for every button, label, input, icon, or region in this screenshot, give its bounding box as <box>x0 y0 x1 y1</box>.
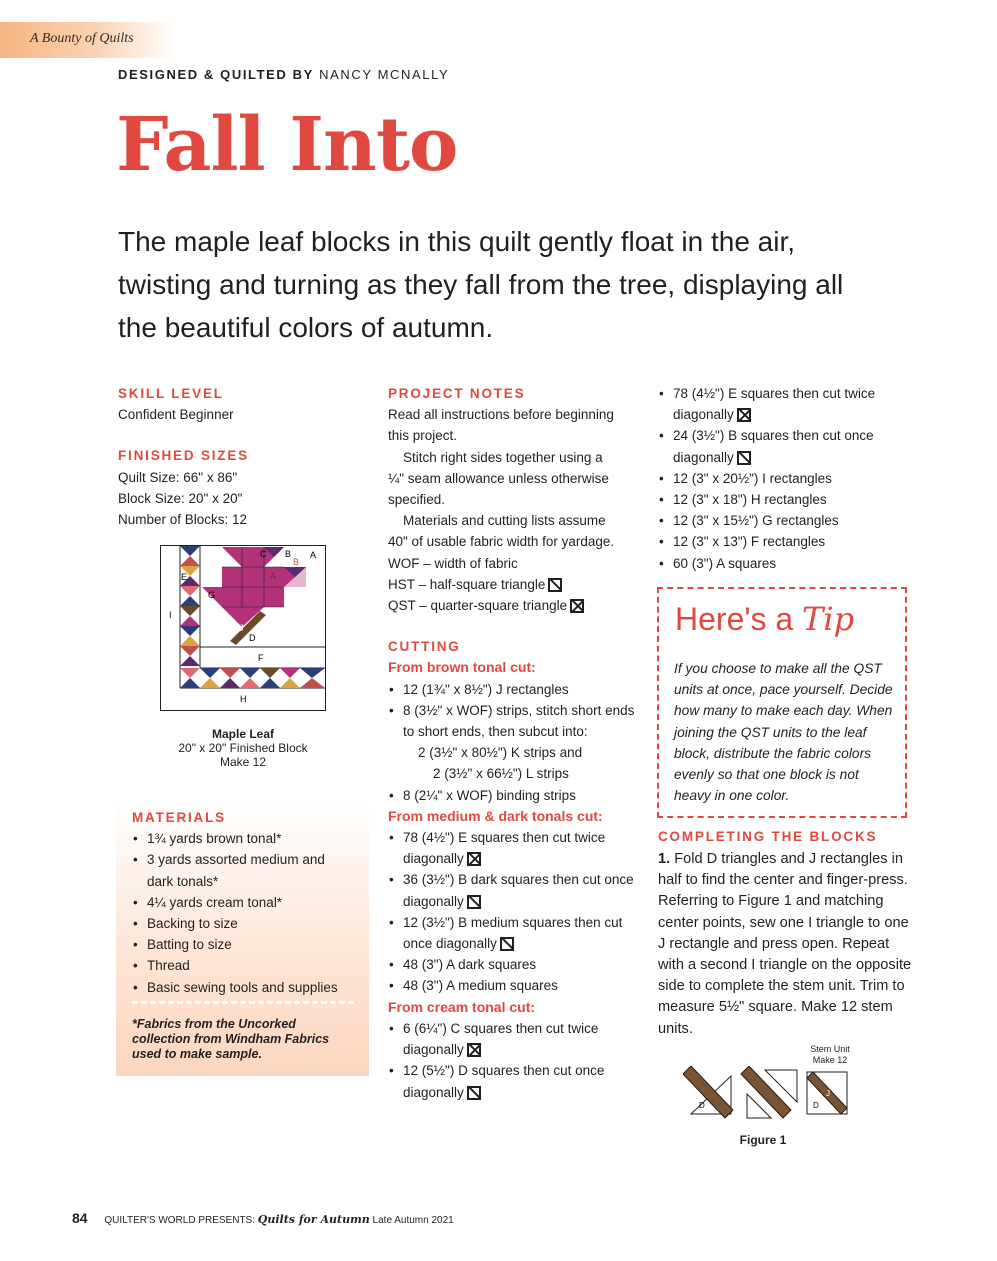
list-item: • 36 (3½") B dark squares then cut once <box>388 869 648 890</box>
step-text: Fold D triangles and J rectangles in half to find the center and finger-press. Referring to Figure 1 and matching center points, sew one I triangle to one J rectangle and press open. Repeat with a second I triangle on the opposite side to complete the stem unit. Trim to measure 5½" square. Make 12 stem units. <box>658 851 912 1037</box>
quilt-size: Quilt Size: 66" x 86" <box>118 469 238 485</box>
label-j: J <box>239 623 244 633</box>
step-1 <box>658 849 918 1040</box>
hst-icon <box>500 937 514 951</box>
list-item: • 48 (3") A medium squares <box>388 975 648 996</box>
hst-icon <box>548 578 562 592</box>
hst-icon <box>737 451 751 465</box>
block-caption-make: Make 12 <box>219 755 267 769</box>
label-i: I <box>169 610 172 620</box>
notes-line: this project. <box>388 428 458 444</box>
list-item-cont: once diagonally <box>403 936 497 952</box>
list-item: • 4¼ yards cream tonal* <box>132 892 362 913</box>
notes-line: Read all instructions before beginning <box>388 407 614 423</box>
block-caption <box>160 727 326 769</box>
label-g: G <box>208 590 216 600</box>
list-item: • 12 (1¾" x 8½") J rectangles <box>388 679 648 700</box>
list-item-cont: to short ends, then subcut into: <box>403 724 588 740</box>
running-header <box>0 22 175 58</box>
block-caption-title: Maple Leaf <box>211 727 274 741</box>
list-item: • 3 yards assorted medium and <box>132 849 362 870</box>
list-item-cont: diagonally <box>403 893 464 909</box>
hst-icon <box>467 895 481 909</box>
column-2 <box>388 383 648 1103</box>
list-item-cont: 2 (3½" x 66½") L strips <box>433 766 569 782</box>
notes-hst: HST – half-square triangle <box>388 576 546 592</box>
list-item: • 12 (3" x 15½") G rectangles <box>658 510 918 531</box>
notes-line: specified. <box>388 492 446 508</box>
list-item: • 12 (3" x 20½") I rectangles <box>658 468 918 489</box>
footer-issue: Late Autumn 2021 <box>372 1215 454 1226</box>
qst-icon <box>570 599 584 613</box>
label-f: F <box>258 653 264 663</box>
list-item: • 12 (3" x 13") F rectangles <box>658 531 918 552</box>
footer-presents: QUILTER'S WORLD PRESENTS: <box>104 1215 255 1226</box>
list-item: • 48 (3") A dark squares <box>388 954 648 975</box>
medium-dark-subhead: From medium & dark tonals cut: <box>388 807 603 824</box>
brown-list <box>388 679 648 806</box>
maple-leaf-block-diagram <box>160 545 326 711</box>
notes-line: Materials and cutting lists assume <box>403 513 606 529</box>
hst-icon <box>467 1086 481 1100</box>
materials-divider <box>132 1001 354 1004</box>
notes-wof: WOF – width of fabric <box>388 555 518 571</box>
fabric-note: *Fabrics from the Uncorked collection from Windham Fabrics used to make sample. <box>132 1017 330 1061</box>
list-item-cont: diagonally <box>673 407 734 423</box>
designer-name: NANCY MCNALLY <box>319 67 450 82</box>
figure-label-j: J <box>826 1089 830 1098</box>
qst-icon <box>467 852 481 866</box>
cream-list <box>388 1018 648 1103</box>
list-item: • 78 (4½") E squares then cut twice <box>388 827 648 848</box>
figure-1-caption: Figure 1 <box>739 1133 787 1147</box>
list-item-cont: diagonally <box>403 1042 464 1058</box>
column-3 <box>658 383 918 574</box>
list-item: • 60 (3") A squares <box>658 553 918 574</box>
notes-line: ¼" seam allowance unless otherwise <box>388 470 609 486</box>
notes-heading: PROJECT NOTES <box>388 386 526 401</box>
label-e: E <box>181 572 188 582</box>
tip-title-a: Here's a <box>675 601 794 637</box>
tip-title-b: Tip <box>802 600 855 638</box>
page-footer <box>72 1210 454 1226</box>
list-item: • Backing to size <box>132 913 362 934</box>
block-caption-size: 20" x 20" Finished Block <box>178 741 308 755</box>
list-item-cont: diagonally <box>673 449 734 465</box>
list-item: • 8 (3½" x WOF) strips, stitch short ends <box>388 700 648 721</box>
notes-line: Stitch right sides together using a <box>403 449 603 465</box>
materials-heading: MATERIALS <box>132 810 226 825</box>
materials-list <box>132 828 362 998</box>
figure-label-d: D <box>699 1101 705 1110</box>
list-item: • Batting to size <box>132 934 362 955</box>
qst-icon <box>467 1043 481 1057</box>
list-item: • Thread <box>132 955 362 976</box>
byline <box>118 67 449 82</box>
completing-heading: COMPLETING THE BLOCKS <box>658 829 878 844</box>
block-count: Number of Blocks: 12 <box>118 512 248 528</box>
running-title: A Bounty of Quilts <box>30 31 134 46</box>
figure-label-d-2: D <box>813 1101 819 1110</box>
footer-book: Quilts for Autumn <box>257 1213 370 1226</box>
figure-1-diagram <box>683 1066 853 1120</box>
list-item: • 8 (2¼" x WOF) binding strips <box>388 785 648 806</box>
list-item: • Basic sewing tools and supplies <box>132 977 362 998</box>
byline-label: DESIGNED & QUILTED BY <box>118 67 314 82</box>
list-item-cont: diagonally <box>403 1084 464 1100</box>
skill-value: Confident Beginner <box>118 407 234 423</box>
notes-qst: QST – quarter-square triangle <box>388 598 568 614</box>
list-item: • 12 (3" x 18") H rectangles <box>658 489 918 510</box>
cream-subhead: From cream tonal cut: <box>388 998 536 1015</box>
skill-heading: SKILL LEVEL <box>118 386 224 401</box>
cream-list-continued <box>658 383 918 574</box>
stem-unit-label <box>790 1044 870 1066</box>
tip-text: If you choose to make all the QST units at once, pace yourself. Decide how many to make each day. When joining the QST units to the leaf block, distribute the fabric colors evenly so that one block is not heavy in one color. <box>674 661 893 804</box>
list-item-cont: 2 (3½" x 80½") K strips and <box>418 745 583 761</box>
column-1 <box>118 383 358 530</box>
label-a: A <box>310 550 317 560</box>
sizes-heading: FINISHED SIZES <box>118 448 249 464</box>
list-item: • 78 (4½") E squares then cut twice <box>658 383 918 404</box>
label-c: C <box>260 549 267 559</box>
brown-subhead: From brown tonal cut: <box>388 659 536 676</box>
list-item: • 12 (3½") B medium squares then cut <box>388 912 648 933</box>
medium-dark-list <box>388 827 648 997</box>
cutting-heading: CUTTING <box>388 639 461 655</box>
pattern-title: Fall Into <box>116 102 458 188</box>
list-item: • 6 (6¼") C squares then cut twice <box>388 1018 648 1039</box>
label-b-2: B <box>293 557 300 567</box>
list-item-cont: dark tonals* <box>147 873 219 889</box>
materials <box>132 807 362 998</box>
list-item: • 1¾ yards brown tonal* <box>132 828 362 849</box>
block-size: Block Size: 20" x 20" <box>118 490 243 506</box>
list-item-cont: diagonally <box>403 851 464 867</box>
label-a-2: A <box>270 571 277 581</box>
list-item: • 24 (3½") B squares then cut once <box>658 425 918 446</box>
notes-line: 40" of usable fabric width for yardage. <box>388 534 615 550</box>
label-h: H <box>240 694 247 704</box>
stem-unit-make: Make 12 <box>812 1055 848 1065</box>
list-item: • 12 (5½") D squares then cut once <box>388 1060 648 1081</box>
label-d: D <box>249 633 256 643</box>
label-b: B <box>285 549 292 559</box>
page-number: 84 <box>72 1210 88 1226</box>
intro-paragraph: The maple leaf blocks in this quilt gently float in the air, twisting and turning as they fall from the tree, displaying all the beautiful colors of autumn. <box>118 226 844 343</box>
tip-title <box>675 600 854 638</box>
step-number: 1. <box>658 851 671 867</box>
stem-unit-title: Stem Unit <box>810 1044 850 1054</box>
qst-icon <box>737 408 751 422</box>
